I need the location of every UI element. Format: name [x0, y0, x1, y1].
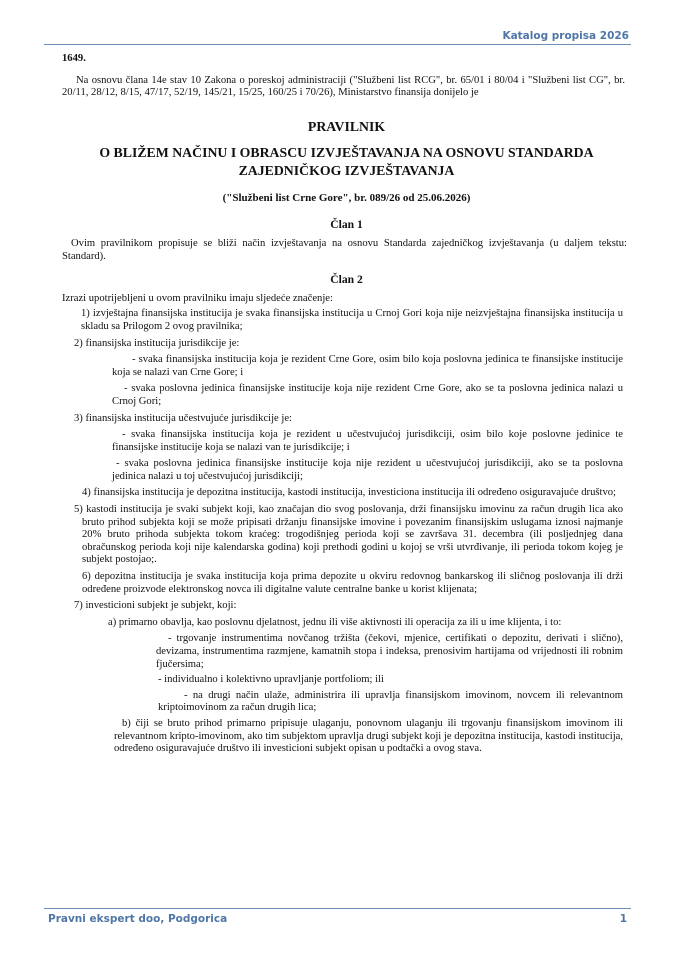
- gazette-reference: ("Službeni list Crne Gore", br. 089/26 od 25.06.2026): [222, 191, 471, 204]
- definition-7-a: a) primarno obavlja, kao poslovnu djelatnost, jednu ili više aktivnosti ili operacija za ili u ime klijenta, i to:: [108, 616, 562, 628]
- document-body: [62, 53, 631, 756]
- definition-7-a-2: - individualno i kolektivno upravljanje portfoliom; ili: [158, 674, 384, 686]
- publisher-name: Pravni ekspert doo, Podgorica: [48, 913, 228, 925]
- page-number: 1: [619, 913, 627, 925]
- definition-6: 6) depozitna institucija je svaka institucija koja prima depozite u okviru redovnog bankarskog ili sličnog poslovanja ili drži određene proizvode elektronskog novca ili digitalne valute centralne banke u korist klijenata;: [82, 571, 623, 595]
- definition-7: 7) investicioni subjekt je subjekt, koji:: [74, 600, 237, 612]
- definition-3: 3) finansijska institucija učestvujuće jurisdikcije je:: [74, 412, 292, 424]
- article-1-text: Ovim pravilnikom propisuje se bliži način izvještavanja na osnovu Standarda zajedničkog izvještavanja (u daljem tekstu: Standard).: [62, 237, 627, 262]
- document-subtitle: O BLIŽEM NAČINU I OBRASCU IZVJEŠTAVANJA NA OSNOVU STANDARDA ZAJEDNIČKOG IZVJEŠTAVANJA: [99, 144, 594, 178]
- definition-1: 1) izvještajna finansijska institucija je svaka finansijska institucija u Crnoj Gori koja nije neizvještajna finansijska institucija u skladu sa Prilogom 2 ovog pravilnika;: [81, 308, 623, 332]
- article-2-heading: Član 2: [330, 273, 363, 287]
- definition-2-b: - svaka poslovna jedinica finansijske institucije koja nije rezident Crne Gore, ako se ta poslovna jedinica nalazi u Crnoj Gori;: [112, 383, 623, 407]
- document-title: PRAVILNIK: [307, 118, 386, 134]
- definition-3-b: - svaka poslovna jedinica finansijske institucije koja nije rezident u učestvujućoj jurisdikciji, ako se ta poslovna jedinica nalazi u toj učestvujućoj jurisdikciji;: [112, 458, 623, 482]
- definition-7-b: b) čiji se bruto prihod primarno pripisuje ulaganju, ponovnom ulaganju ili trgovanju finansijskom imovinom ili relevantnom kripto-imovinom, ako tim subjektom upravlja drugi subjekt koji je depozitna institucija, kastodi institucija, određeno osiguravajuće društvo ili investicioni subjekt opisan u podtački a ovog stava.: [114, 717, 623, 755]
- regulation-number: 1649.: [62, 53, 86, 64]
- article-2-lead: Izrazi upotrijebljeni u ovom pravilniku imaju sljedeće značenje:: [62, 292, 333, 304]
- page-header: [44, 30, 631, 45]
- catalog-title: Katalog propisa 2026: [502, 30, 629, 42]
- definition-4: 4) finansijska institucija je depozitna institucija, kastodi institucija, investiciona institucija ili određeno osiguravajuće društvo;: [82, 487, 616, 499]
- preamble: Na osnovu člana 14e stav 10 Zakona o poreskoj administraciji ("Službeni list RCG", br. 65/01 i 80/04 i "Službeni list CG", br. 20/11, 28/12, 8/15, 47/17, 52/19, 145/21, 15/25, 160/25 i 70/26), Ministarstvo finansija donijelo je: [62, 74, 625, 99]
- article-1-heading: Član 1: [330, 218, 363, 232]
- definition-5: 5) kastodi institucija je svaki subjekt koji, kao značajan dio svog poslovanja, drži finansijsku imovinu za račun drugih lica ako bruto prihod subjekta koji se može pripisati držanju finansijske imovine i povezanim finansijskim uslugama iznosi najmanje 20% bruto prihoda subjekta tokom kraćeg: trogodišnjeg perioda koji se završava 31. decembra (ili posljednjeg dana obračunskog perioda koji nije kalendarska godina) koji prethodi godini u kojoj se vrši utvrđivanje, ili perioda tokom kojeg je subjekt postojao;.: [74, 504, 623, 566]
- definition-2-a: - svaka finansijska institucija koja je rezident Crne Gore, osim bilo koja poslovna jedinica te finansijske institucije koja se nalazi van Crne Gore; i: [112, 354, 623, 378]
- page-footer: [44, 908, 631, 923]
- definition-3-a: - svaka finansijska institucija koja je rezident u učestvujućoj jurisdikciji, osim bilo koje poslovne jedinice te finansijske institucije koja se nalazi van te jurisdikcije; i: [112, 429, 623, 453]
- definition-7-a-3: - na drugi način ulaže, administrira ili upravlja finansijskom imovinom, novcem ili relevantnom kriptoimovinom za račun drugih lica;: [158, 689, 623, 714]
- definition-7-a-1: - trgovanje instrumentima novčanog tržišta (čekovi, mjenice, certifikati o depozitu, derivati i slično), devizama, instrumentima razmjene, kamatnih stopa i indeksa, prenosivim hartijama od vrijednosti ili robnim fjučersima;: [156, 633, 623, 670]
- definition-2: 2) finansijska institucija jurisdikcije je:: [74, 337, 240, 349]
